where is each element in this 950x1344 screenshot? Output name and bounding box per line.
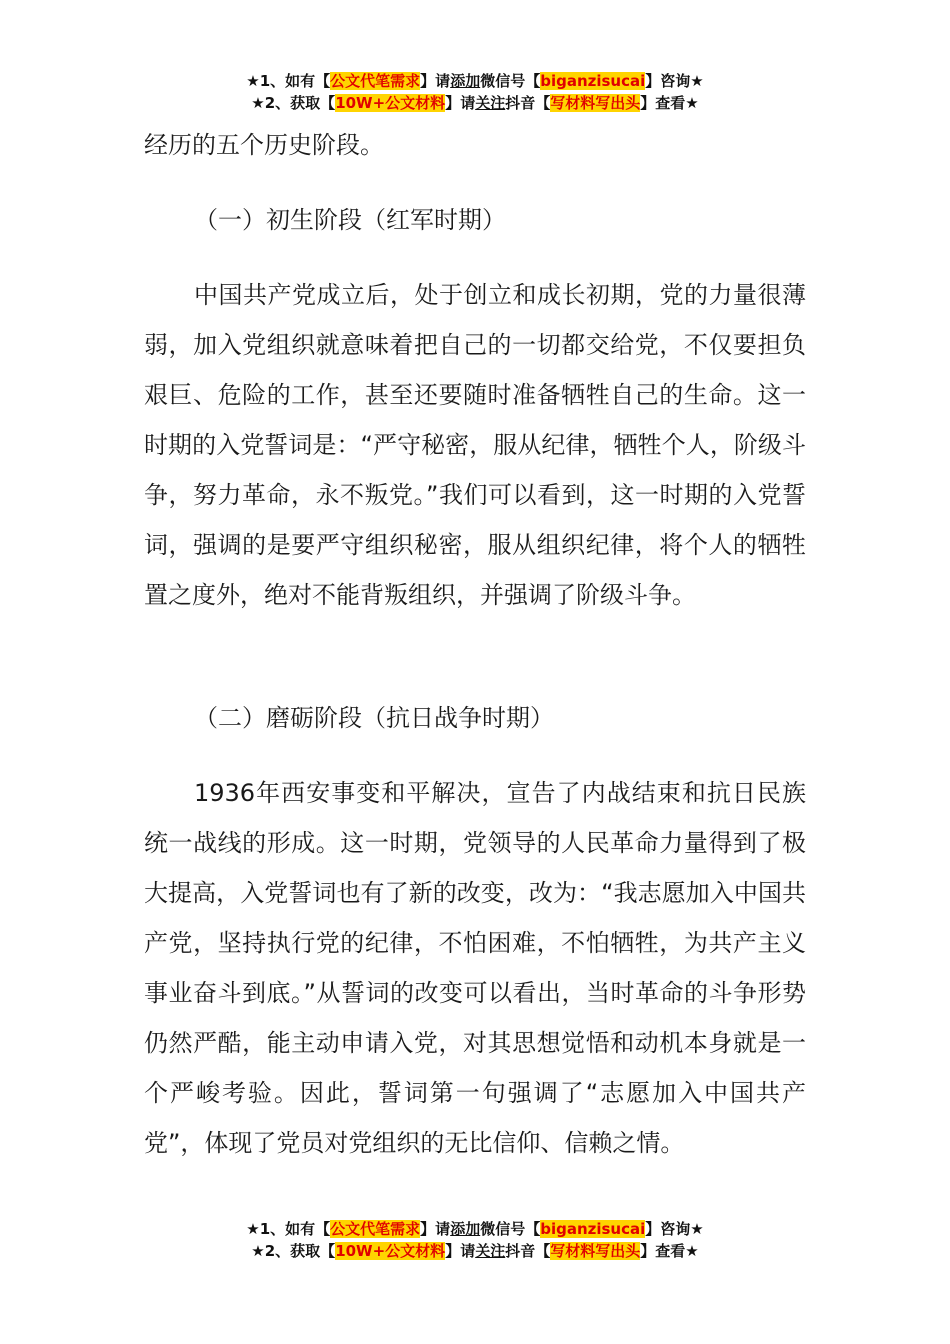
star-icon: ★ bbox=[251, 94, 265, 112]
banner-douyin-id: 写材料写出头 bbox=[550, 1242, 641, 1260]
banner-highlight: 10W+公文材料 bbox=[335, 94, 446, 112]
banner-highlight: 10W+公文材料 bbox=[335, 1242, 446, 1260]
header-banner bbox=[0, 70, 950, 114]
star-icon: ★ bbox=[246, 72, 260, 90]
banner-wechat-id: biganzisucai bbox=[540, 1220, 646, 1238]
paragraph-fragment: 经历的五个历史阶段。 bbox=[144, 131, 384, 159]
banner-highlight: 公文代笔需求 bbox=[330, 1220, 421, 1238]
banner-line-2: ★2、获取【10W+公文材料】请关注抖音【写材料写出头】查看★ bbox=[251, 94, 699, 112]
banner-wechat-id: biganzisucai bbox=[540, 72, 646, 90]
star-icon: ★ bbox=[246, 1220, 260, 1238]
banner-line-1: ★1、如有【公文代笔需求】请添加微信号【biganzisucai】咨询★ bbox=[246, 72, 704, 90]
footer-banner bbox=[0, 1218, 950, 1262]
section-heading-1: （一）初生阶段（红军时期） bbox=[194, 206, 506, 234]
banner-line-1: ★1、如有【公文代笔需求】请添加微信号【biganzisucai】咨询★ bbox=[246, 1220, 704, 1238]
section-body-1: 中国共产党成立后，处于创立和成长初期，党的力量很薄弱，加入党组织就意味着把自己的一切都交给党，不仅要担负艰巨、危险的工作，甚至还要随时准备牺牲自己的生命。这一时期的入党誓词是：“严守秘密，服从纪律，牺牲个人，阶级斗争，努力革命，永不叛党。”我们可以看到，这一时期的入党誓词，强调的是要严守组织秘密，服从组织纪律，将个人的牺牲置之度外，绝对不能背叛组织，并强调了阶级斗争。 bbox=[144, 281, 806, 609]
banner-line-2: ★2、获取【10W+公文材料】请关注抖音【写材料写出头】查看★ bbox=[251, 1242, 699, 1260]
banner-douyin-id: 写材料写出头 bbox=[550, 94, 641, 112]
star-icon: ★ bbox=[251, 1242, 265, 1260]
section-heading-2: （二）磨砺阶段（抗日战争时期） bbox=[194, 704, 554, 732]
section-body-2: 1936年西安事变和平解决，宣告了内战结束和抗日民族统一战线的形成。这一时期，党领导的人民革命力量得到了极大提高，入党誓词也有了新的改变，改为：“我志愿加入中国共产党，坚持执行党的纪律，不怕困难，不怕牺牲，为共产主义事业奋斗到底。”从誓词的改变可以看出，当时革命的斗争形势仍然严酷，能主动申请入党，对其思想觉悟和动机本身就是一个严峻考验。因此，誓词第一句强调了“志愿加入中国共产党”，体现了党员对党组织的无比信仰、信赖之情。 bbox=[144, 779, 806, 1157]
banner-highlight: 公文代笔需求 bbox=[330, 72, 421, 90]
